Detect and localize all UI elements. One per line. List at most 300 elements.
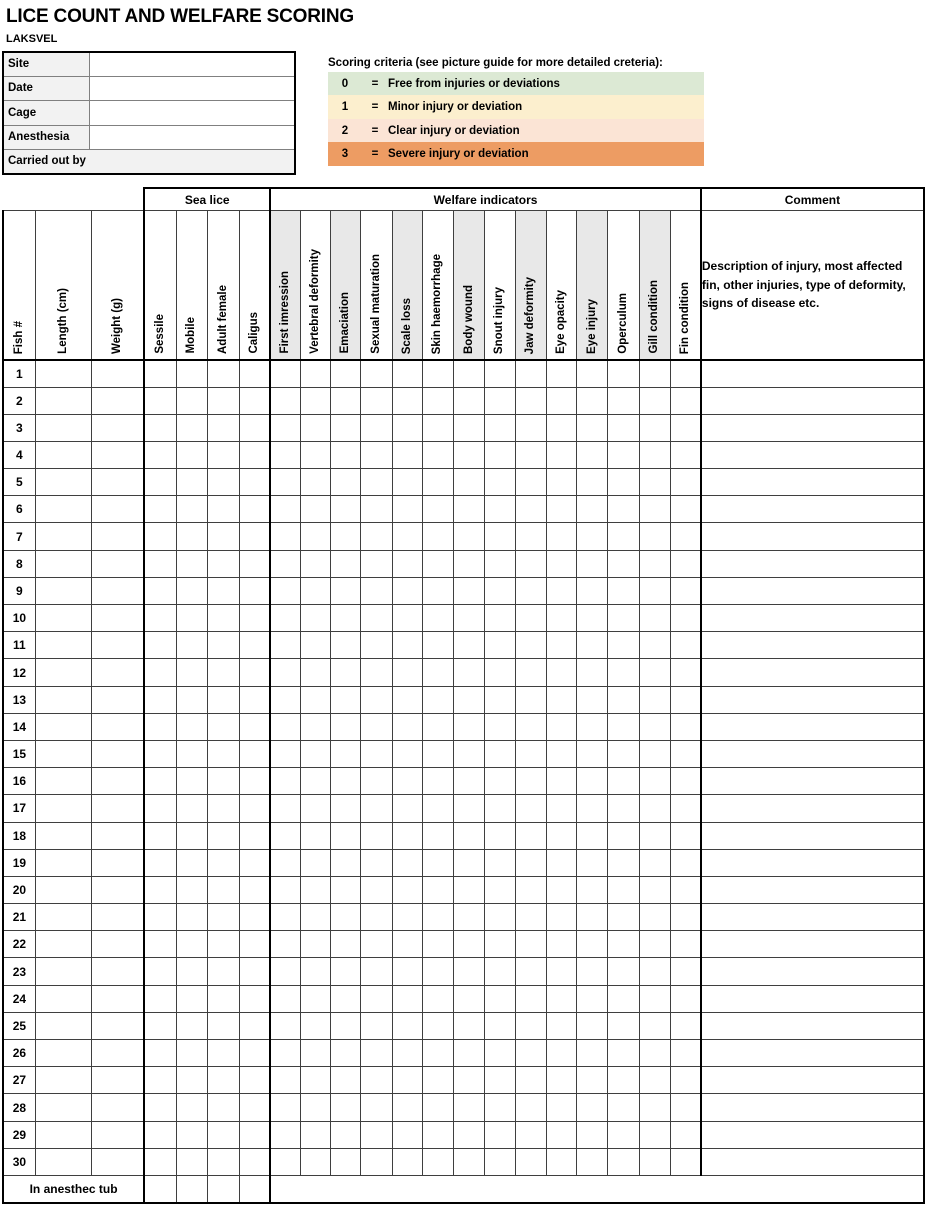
cell-welfare-9[interactable] <box>546 387 576 414</box>
cell-caligus[interactable] <box>240 904 270 931</box>
cell-welfare-13[interactable] <box>670 659 700 686</box>
cell-welfare-1[interactable] <box>300 550 330 577</box>
info-value-anesthesia[interactable] <box>89 125 295 149</box>
cell-adult-female[interactable] <box>208 577 240 604</box>
cell-welfare-6[interactable] <box>454 469 485 496</box>
cell-comment[interactable] <box>701 931 924 958</box>
cell-mobile[interactable] <box>176 659 207 686</box>
cell-welfare-5[interactable] <box>422 1012 453 1039</box>
cell-mobile[interactable] <box>176 523 207 550</box>
cell-welfare-6[interactable] <box>454 1067 485 1094</box>
cell-welfare-12[interactable] <box>639 849 670 876</box>
cell-comment[interactable] <box>701 713 924 740</box>
cell-welfare-5[interactable] <box>422 876 453 903</box>
cell-welfare-1[interactable] <box>300 1067 330 1094</box>
cell-welfare-10[interactable] <box>577 985 608 1012</box>
cell-welfare-13[interactable] <box>670 577 700 604</box>
cell-sessile[interactable] <box>144 414 176 441</box>
cell-caligus[interactable] <box>240 577 270 604</box>
cell-welfare-7[interactable] <box>485 496 515 523</box>
cell-mobile[interactable] <box>176 686 207 713</box>
cell-caligus[interactable] <box>240 1148 270 1175</box>
cell-welfare-6[interactable] <box>454 713 485 740</box>
cell-welfare-1[interactable] <box>300 577 330 604</box>
cell-welfare-13[interactable] <box>670 931 700 958</box>
cell-caligus[interactable] <box>240 1040 270 1067</box>
cell-welfare-11[interactable] <box>608 876 639 903</box>
cell-welfare-7[interactable] <box>485 360 515 387</box>
cell-weight[interactable] <box>92 387 144 414</box>
cell-adult-female[interactable] <box>208 1040 240 1067</box>
cell-welfare-2[interactable] <box>331 849 361 876</box>
cell-length[interactable] <box>35 414 91 441</box>
cell-welfare-4[interactable] <box>392 469 422 496</box>
cell-welfare-4[interactable] <box>392 740 422 767</box>
cell-welfare-5[interactable] <box>422 740 453 767</box>
cell-comment[interactable] <box>701 360 924 387</box>
cell-welfare-2[interactable] <box>331 740 361 767</box>
cell-caligus[interactable] <box>240 849 270 876</box>
cell-welfare-13[interactable] <box>670 1067 700 1094</box>
cell-caligus[interactable] <box>240 469 270 496</box>
cell-weight[interactable] <box>92 849 144 876</box>
cell-caligus[interactable] <box>240 441 270 468</box>
cell-welfare-3[interactable] <box>361 632 392 659</box>
cell-welfare-6[interactable] <box>454 414 485 441</box>
cell-welfare-9[interactable] <box>546 550 576 577</box>
cell-welfare-10[interactable] <box>577 1067 608 1094</box>
cell-welfare-12[interactable] <box>639 469 670 496</box>
cell-welfare-2[interactable] <box>331 931 361 958</box>
cell-length[interactable] <box>35 1012 91 1039</box>
cell-mobile[interactable] <box>176 822 207 849</box>
cell-sessile[interactable] <box>144 931 176 958</box>
cell-sessile[interactable] <box>144 1012 176 1039</box>
cell-adult-female[interactable] <box>208 768 240 795</box>
cell-welfare-2[interactable] <box>331 958 361 985</box>
cell-welfare-10[interactable] <box>577 387 608 414</box>
cell-adult-female[interactable] <box>208 686 240 713</box>
cell-welfare-5[interactable] <box>422 985 453 1012</box>
cell-caligus[interactable] <box>240 1121 270 1148</box>
cell-mobile[interactable] <box>176 1040 207 1067</box>
cell-sessile[interactable] <box>144 550 176 577</box>
cell-mobile[interactable] <box>176 985 207 1012</box>
cell-welfare-3[interactable] <box>361 360 392 387</box>
cell-caligus[interactable] <box>240 713 270 740</box>
cell-adult-female[interactable] <box>208 414 240 441</box>
cell-welfare-5[interactable] <box>422 1067 453 1094</box>
cell-welfare-12[interactable] <box>639 1094 670 1121</box>
info-value-site[interactable] <box>89 52 295 76</box>
cell-welfare-4[interactable] <box>392 1012 422 1039</box>
cell-welfare-5[interactable] <box>422 795 453 822</box>
cell-welfare-8[interactable] <box>515 414 546 441</box>
cell-welfare-9[interactable] <box>546 849 576 876</box>
cell-mobile[interactable] <box>176 904 207 931</box>
cell-sessile[interactable] <box>144 985 176 1012</box>
cell-welfare-6[interactable] <box>454 659 485 686</box>
cell-welfare-5[interactable] <box>422 387 453 414</box>
cell-welfare-5[interactable] <box>422 849 453 876</box>
cell-comment[interactable] <box>701 1040 924 1067</box>
cell-comment[interactable] <box>701 795 924 822</box>
cell-sessile[interactable] <box>144 1148 176 1175</box>
cell-welfare-9[interactable] <box>546 414 576 441</box>
cell-welfare-10[interactable] <box>577 360 608 387</box>
cell-welfare-10[interactable] <box>577 605 608 632</box>
cell-welfare-8[interactable] <box>515 740 546 767</box>
cell-welfare-4[interactable] <box>392 904 422 931</box>
cell-welfare-7[interactable] <box>485 550 515 577</box>
cell-mobile[interactable] <box>176 1067 207 1094</box>
cell-mobile[interactable] <box>176 632 207 659</box>
cell-welfare-12[interactable] <box>639 605 670 632</box>
cell-welfare-8[interactable] <box>515 1012 546 1039</box>
cell-mobile[interactable] <box>176 496 207 523</box>
cell-length[interactable] <box>35 469 91 496</box>
anesthetic-tub-adult-female[interactable] <box>208 1175 240 1203</box>
cell-welfare-10[interactable] <box>577 713 608 740</box>
cell-welfare-10[interactable] <box>577 876 608 903</box>
cell-welfare-1[interactable] <box>300 931 330 958</box>
cell-length[interactable] <box>35 1148 91 1175</box>
cell-welfare-6[interactable] <box>454 985 485 1012</box>
cell-weight[interactable] <box>92 1040 144 1067</box>
cell-caligus[interactable] <box>240 632 270 659</box>
cell-welfare-9[interactable] <box>546 931 576 958</box>
cell-welfare-6[interactable] <box>454 1148 485 1175</box>
cell-welfare-13[interactable] <box>670 958 700 985</box>
cell-comment[interactable] <box>701 1012 924 1039</box>
cell-welfare-1[interactable] <box>300 958 330 985</box>
cell-welfare-9[interactable] <box>546 659 576 686</box>
cell-welfare-1[interactable] <box>300 1148 330 1175</box>
cell-welfare-9[interactable] <box>546 577 576 604</box>
cell-welfare-10[interactable] <box>577 441 608 468</box>
cell-welfare-12[interactable] <box>639 904 670 931</box>
cell-welfare-2[interactable] <box>331 1148 361 1175</box>
cell-welfare-9[interactable] <box>546 360 576 387</box>
cell-adult-female[interactable] <box>208 1148 240 1175</box>
cell-welfare-13[interactable] <box>670 496 700 523</box>
cell-weight[interactable] <box>92 523 144 550</box>
cell-length[interactable] <box>35 632 91 659</box>
anesthetic-tub-caligus[interactable] <box>240 1175 270 1203</box>
cell-welfare-13[interactable] <box>670 849 700 876</box>
cell-welfare-0[interactable] <box>270 605 300 632</box>
cell-weight[interactable] <box>92 659 144 686</box>
cell-welfare-13[interactable] <box>670 768 700 795</box>
cell-comment[interactable] <box>701 876 924 903</box>
cell-welfare-13[interactable] <box>670 713 700 740</box>
cell-welfare-10[interactable] <box>577 1094 608 1121</box>
cell-mobile[interactable] <box>176 931 207 958</box>
cell-welfare-10[interactable] <box>577 414 608 441</box>
cell-weight[interactable] <box>92 577 144 604</box>
cell-length[interactable] <box>35 441 91 468</box>
cell-adult-female[interactable] <box>208 1121 240 1148</box>
cell-welfare-2[interactable] <box>331 360 361 387</box>
cell-welfare-2[interactable] <box>331 387 361 414</box>
cell-welfare-3[interactable] <box>361 523 392 550</box>
cell-welfare-7[interactable] <box>485 605 515 632</box>
cell-welfare-7[interactable] <box>485 1094 515 1121</box>
cell-welfare-9[interactable] <box>546 1040 576 1067</box>
cell-adult-female[interactable] <box>208 441 240 468</box>
cell-welfare-3[interactable] <box>361 605 392 632</box>
cell-welfare-11[interactable] <box>608 958 639 985</box>
cell-comment[interactable] <box>701 414 924 441</box>
cell-mobile[interactable] <box>176 958 207 985</box>
cell-sessile[interactable] <box>144 496 176 523</box>
cell-welfare-13[interactable] <box>670 904 700 931</box>
cell-caligus[interactable] <box>240 1094 270 1121</box>
cell-adult-female[interactable] <box>208 1067 240 1094</box>
cell-welfare-6[interactable] <box>454 605 485 632</box>
cell-welfare-9[interactable] <box>546 768 576 795</box>
cell-welfare-8[interactable] <box>515 632 546 659</box>
cell-welfare-8[interactable] <box>515 958 546 985</box>
cell-welfare-8[interactable] <box>515 441 546 468</box>
cell-welfare-2[interactable] <box>331 1067 361 1094</box>
cell-welfare-3[interactable] <box>361 713 392 740</box>
cell-sessile[interactable] <box>144 1121 176 1148</box>
cell-welfare-3[interactable] <box>361 414 392 441</box>
cell-comment[interactable] <box>701 849 924 876</box>
cell-caligus[interactable] <box>240 795 270 822</box>
cell-welfare-6[interactable] <box>454 550 485 577</box>
cell-welfare-2[interactable] <box>331 904 361 931</box>
cell-mobile[interactable] <box>176 876 207 903</box>
cell-welfare-8[interactable] <box>515 550 546 577</box>
cell-welfare-11[interactable] <box>608 849 639 876</box>
cell-welfare-8[interactable] <box>515 686 546 713</box>
cell-welfare-7[interactable] <box>485 414 515 441</box>
cell-welfare-1[interactable] <box>300 414 330 441</box>
cell-welfare-4[interactable] <box>392 550 422 577</box>
cell-length[interactable] <box>35 876 91 903</box>
cell-welfare-5[interactable] <box>422 822 453 849</box>
cell-welfare-10[interactable] <box>577 659 608 686</box>
cell-welfare-7[interactable] <box>485 849 515 876</box>
cell-mobile[interactable] <box>176 768 207 795</box>
cell-welfare-0[interactable] <box>270 795 300 822</box>
cell-weight[interactable] <box>92 1067 144 1094</box>
cell-welfare-11[interactable] <box>608 1012 639 1039</box>
cell-welfare-0[interactable] <box>270 849 300 876</box>
cell-welfare-1[interactable] <box>300 441 330 468</box>
cell-sessile[interactable] <box>144 605 176 632</box>
cell-caligus[interactable] <box>240 931 270 958</box>
cell-welfare-3[interactable] <box>361 849 392 876</box>
cell-length[interactable] <box>35 985 91 1012</box>
cell-welfare-11[interactable] <box>608 931 639 958</box>
cell-welfare-13[interactable] <box>670 1121 700 1148</box>
cell-welfare-4[interactable] <box>392 523 422 550</box>
cell-welfare-10[interactable] <box>577 904 608 931</box>
cell-welfare-3[interactable] <box>361 931 392 958</box>
cell-welfare-1[interactable] <box>300 713 330 740</box>
cell-welfare-0[interactable] <box>270 1148 300 1175</box>
cell-welfare-10[interactable] <box>577 822 608 849</box>
cell-adult-female[interactable] <box>208 958 240 985</box>
cell-sessile[interactable] <box>144 577 176 604</box>
cell-welfare-3[interactable] <box>361 577 392 604</box>
cell-welfare-11[interactable] <box>608 768 639 795</box>
cell-welfare-13[interactable] <box>670 1012 700 1039</box>
cell-welfare-3[interactable] <box>361 441 392 468</box>
cell-mobile[interactable] <box>176 1121 207 1148</box>
cell-weight[interactable] <box>92 414 144 441</box>
cell-welfare-12[interactable] <box>639 686 670 713</box>
cell-welfare-9[interactable] <box>546 523 576 550</box>
cell-length[interactable] <box>35 1067 91 1094</box>
cell-welfare-12[interactable] <box>639 768 670 795</box>
cell-welfare-6[interactable] <box>454 441 485 468</box>
cell-welfare-9[interactable] <box>546 1121 576 1148</box>
cell-welfare-7[interactable] <box>485 713 515 740</box>
cell-welfare-2[interactable] <box>331 795 361 822</box>
cell-welfare-3[interactable] <box>361 904 392 931</box>
cell-adult-female[interactable] <box>208 985 240 1012</box>
cell-welfare-5[interactable] <box>422 931 453 958</box>
cell-adult-female[interactable] <box>208 795 240 822</box>
cell-welfare-13[interactable] <box>670 1040 700 1067</box>
cell-welfare-1[interactable] <box>300 822 330 849</box>
cell-welfare-13[interactable] <box>670 876 700 903</box>
cell-welfare-3[interactable] <box>361 469 392 496</box>
cell-comment[interactable] <box>701 1148 924 1175</box>
cell-welfare-5[interactable] <box>422 1148 453 1175</box>
cell-sessile[interactable] <box>144 1067 176 1094</box>
cell-sessile[interactable] <box>144 795 176 822</box>
cell-welfare-5[interactable] <box>422 605 453 632</box>
cell-welfare-3[interactable] <box>361 795 392 822</box>
cell-welfare-10[interactable] <box>577 849 608 876</box>
cell-caligus[interactable] <box>240 387 270 414</box>
cell-welfare-11[interactable] <box>608 387 639 414</box>
cell-length[interactable] <box>35 1121 91 1148</box>
cell-weight[interactable] <box>92 768 144 795</box>
cell-welfare-5[interactable] <box>422 1121 453 1148</box>
cell-welfare-2[interactable] <box>331 768 361 795</box>
cell-welfare-7[interactable] <box>485 469 515 496</box>
cell-welfare-8[interactable] <box>515 523 546 550</box>
cell-welfare-11[interactable] <box>608 985 639 1012</box>
cell-welfare-9[interactable] <box>546 1067 576 1094</box>
cell-caligus[interactable] <box>240 740 270 767</box>
cell-welfare-4[interactable] <box>392 659 422 686</box>
cell-comment[interactable] <box>701 822 924 849</box>
cell-welfare-12[interactable] <box>639 795 670 822</box>
cell-welfare-12[interactable] <box>639 523 670 550</box>
cell-welfare-7[interactable] <box>485 1040 515 1067</box>
cell-welfare-1[interactable] <box>300 795 330 822</box>
cell-welfare-9[interactable] <box>546 985 576 1012</box>
cell-welfare-7[interactable] <box>485 985 515 1012</box>
cell-sessile[interactable] <box>144 360 176 387</box>
cell-welfare-0[interactable] <box>270 1121 300 1148</box>
cell-welfare-3[interactable] <box>361 686 392 713</box>
cell-welfare-8[interactable] <box>515 904 546 931</box>
cell-welfare-13[interactable] <box>670 523 700 550</box>
cell-welfare-8[interactable] <box>515 1094 546 1121</box>
cell-welfare-6[interactable] <box>454 795 485 822</box>
cell-adult-female[interactable] <box>208 713 240 740</box>
cell-welfare-1[interactable] <box>300 659 330 686</box>
cell-length[interactable] <box>35 931 91 958</box>
cell-welfare-13[interactable] <box>670 414 700 441</box>
cell-welfare-11[interactable] <box>608 605 639 632</box>
cell-weight[interactable] <box>92 550 144 577</box>
cell-welfare-3[interactable] <box>361 1040 392 1067</box>
cell-welfare-12[interactable] <box>639 659 670 686</box>
cell-welfare-1[interactable] <box>300 1121 330 1148</box>
cell-welfare-2[interactable] <box>331 713 361 740</box>
cell-weight[interactable] <box>92 605 144 632</box>
cell-welfare-9[interactable] <box>546 441 576 468</box>
cell-welfare-1[interactable] <box>300 387 330 414</box>
cell-length[interactable] <box>35 1040 91 1067</box>
cell-welfare-7[interactable] <box>485 768 515 795</box>
cell-length[interactable] <box>35 958 91 985</box>
cell-welfare-12[interactable] <box>639 713 670 740</box>
cell-welfare-13[interactable] <box>670 387 700 414</box>
cell-welfare-12[interactable] <box>639 740 670 767</box>
cell-welfare-0[interactable] <box>270 904 300 931</box>
cell-welfare-10[interactable] <box>577 523 608 550</box>
info-value-date[interactable] <box>89 76 295 100</box>
cell-welfare-13[interactable] <box>670 740 700 767</box>
cell-welfare-8[interactable] <box>515 577 546 604</box>
cell-welfare-12[interactable] <box>639 958 670 985</box>
cell-welfare-1[interactable] <box>300 740 330 767</box>
cell-comment[interactable] <box>701 523 924 550</box>
cell-welfare-11[interactable] <box>608 414 639 441</box>
cell-welfare-11[interactable] <box>608 713 639 740</box>
cell-welfare-6[interactable] <box>454 1012 485 1039</box>
cell-welfare-1[interactable] <box>300 523 330 550</box>
cell-welfare-1[interactable] <box>300 1040 330 1067</box>
cell-welfare-5[interactable] <box>422 904 453 931</box>
cell-welfare-7[interactable] <box>485 523 515 550</box>
cell-welfare-9[interactable] <box>546 1148 576 1175</box>
cell-length[interactable] <box>35 659 91 686</box>
cell-welfare-11[interactable] <box>608 659 639 686</box>
cell-caligus[interactable] <box>240 605 270 632</box>
cell-length[interactable] <box>35 740 91 767</box>
cell-welfare-3[interactable] <box>361 822 392 849</box>
cell-welfare-5[interactable] <box>422 441 453 468</box>
cell-welfare-12[interactable] <box>639 632 670 659</box>
cell-welfare-9[interactable] <box>546 469 576 496</box>
cell-mobile[interactable] <box>176 795 207 822</box>
cell-welfare-4[interactable] <box>392 1040 422 1067</box>
cell-welfare-0[interactable] <box>270 931 300 958</box>
cell-welfare-7[interactable] <box>485 577 515 604</box>
cell-weight[interactable] <box>92 686 144 713</box>
cell-comment[interactable] <box>701 1067 924 1094</box>
cell-caligus[interactable] <box>240 523 270 550</box>
cell-welfare-1[interactable] <box>300 1012 330 1039</box>
cell-welfare-9[interactable] <box>546 713 576 740</box>
cell-welfare-7[interactable] <box>485 1148 515 1175</box>
cell-caligus[interactable] <box>240 496 270 523</box>
cell-welfare-6[interactable] <box>454 1121 485 1148</box>
cell-welfare-7[interactable] <box>485 659 515 686</box>
cell-weight[interactable] <box>92 795 144 822</box>
